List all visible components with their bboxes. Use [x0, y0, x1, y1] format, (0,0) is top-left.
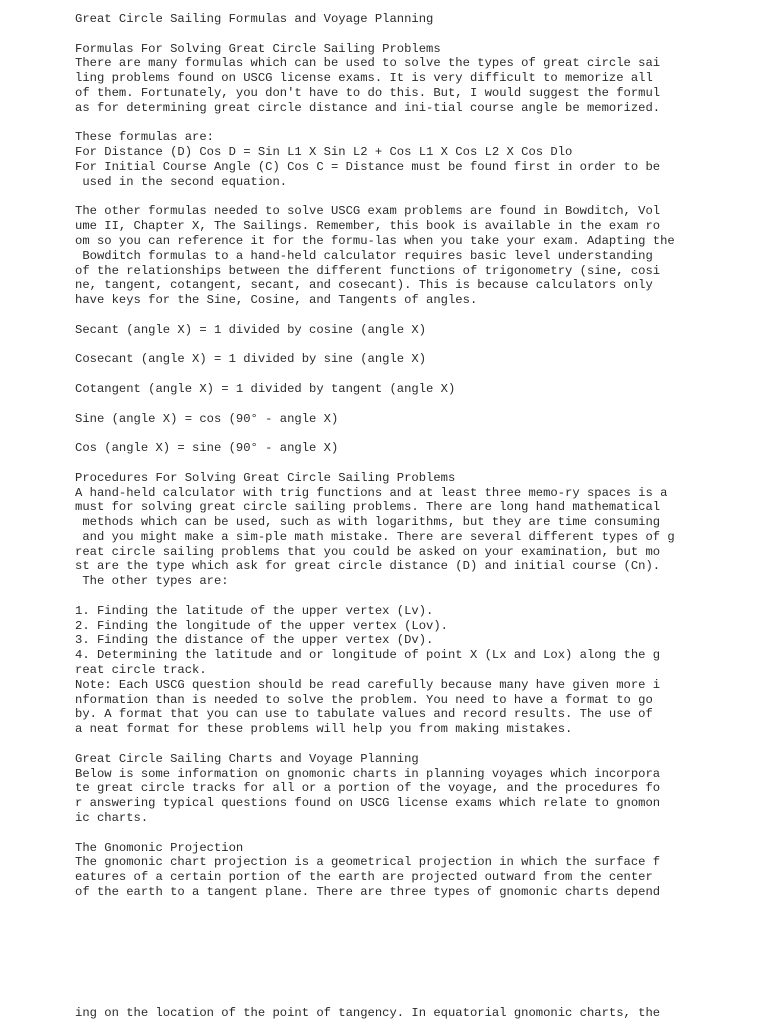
- page-tail-line: ing on the location of the point of tangency. In equatorial gnomonic charts, the: [75, 1006, 661, 1020]
- note-line: by. A format that you can use to tabulate values and record results. The use of: [75, 707, 653, 722]
- paragraph-line: ume II, Chapter X, The Sailings. Remember, this book is available in the exam ro: [75, 219, 661, 234]
- list-item: 3. Finding the distance of the upper vertex (Dv).: [75, 633, 434, 648]
- list-item: 4. Determining the latitude and or longitude of point X (Lx and Lox) along the g: [75, 648, 661, 663]
- paragraph-line: r answering typical questions found on USCG license exams which relate to gnomon: [75, 796, 661, 811]
- paragraph-line: used in the second equation.: [75, 174, 288, 189]
- paragraph-line: of them. Fortunately, you don't have to do this. But, I would suggest the formul: [75, 85, 661, 100]
- section-heading-procedures: Procedures For Solving Great Circle Sailing Problems: [75, 470, 456, 485]
- identity-sine: Sine (angle X) = cos (90° - angle X): [75, 411, 339, 426]
- identity-secant: Secant (angle X) = 1 divided by cosine (angle X): [75, 322, 427, 337]
- section-heading-formulas: Formulas For Solving Great Circle Sailing Problems: [75, 41, 441, 56]
- spacer: [75, 27, 755, 42]
- paragraph-line: ne, tangent, cotangent, secant, and cosecant). This is because calculators only: [75, 278, 653, 293]
- spacer: [75, 308, 755, 323]
- document-page: [75, 12, 755, 900]
- section-heading-gnomonic: The Gnomonic Projection: [75, 840, 244, 855]
- spacer: [75, 190, 755, 205]
- paragraph-line: The other formulas needed to solve USCG exam problems are found in Bowditch, Vol: [75, 204, 661, 219]
- identity-cotangent: Cotangent (angle X) = 1 divided by tangent (angle X): [75, 381, 456, 396]
- list-item: reat circle track.: [75, 663, 207, 678]
- paragraph-line: There are many formulas which can be used to solve the types of great circle sai: [75, 56, 661, 71]
- paragraph-line: The other types are:: [75, 574, 229, 589]
- paragraph-line: Bowditch formulas to a hand-held calculator requires basic level understanding: [75, 248, 653, 263]
- paragraph-line: of the earth to a tangent plane. There are three types of gnomonic charts depend: [75, 885, 661, 900]
- spacer: [75, 367, 755, 382]
- list-item: 1. Finding the latitude of the upper vertex (Lv).: [75, 603, 434, 618]
- spacer: [75, 589, 755, 604]
- paragraph-line: of the relationships between the different functions of trigonometry (sine, cosi: [75, 263, 661, 278]
- course-formula: For Initial Course Angle (C) Cos C = Distance must be found first in order to be: [75, 159, 661, 174]
- spacer: [75, 426, 755, 441]
- paragraph-line: eatures of a certain portion of the earth are projected outward from the center: [75, 870, 653, 885]
- identity-cosine: Cos (angle X) = sine (90° - angle X): [75, 441, 339, 456]
- paragraph-line: reat circle sailing problems that you could be asked on your examination, but mo: [75, 544, 661, 559]
- paragraph-line: te great circle tracks for all or a portion of the voyage, and the procedures fo: [75, 781, 661, 796]
- list-item: 2. Finding the longitude of the upper vertex (Lov).: [75, 618, 448, 633]
- paragraph-line: om so you can reference it for the formu-las when you take your exam. Adapting the: [75, 233, 675, 248]
- spacer: [75, 116, 755, 131]
- identity-cosecant: Cosecant (angle X) = 1 divided by sine (angle X): [75, 352, 427, 367]
- section-heading-charts: Great Circle Sailing Charts and Voyage Planning: [75, 751, 419, 766]
- spacer: [75, 826, 755, 841]
- paragraph-line: and you might make a sim-ple math mistake. There are several different types of g: [75, 529, 675, 544]
- document-title: Great Circle Sailing Formulas and Voyage Planning: [75, 12, 434, 26]
- paragraph-line: The gnomonic chart projection is a geometrical projection in which the surface f: [75, 855, 661, 870]
- paragraph-line: Below is some information on gnomonic charts in planning voyages which incorpora: [75, 766, 661, 781]
- note-line: Note: Each USCG question should be read carefully because many have given more i: [75, 677, 661, 692]
- note-line: nformation than is needed to solve the problem. You need to have a format to go: [75, 692, 653, 707]
- paragraph-line: ic charts.: [75, 811, 149, 826]
- spacer: [75, 397, 755, 412]
- distance-formula: For Distance (D) Cos D = Sin L1 X Sin L2 + Cos L1 X Cos L2 X Cos Dlo: [75, 145, 573, 160]
- paragraph-line: have keys for the Sine, Cosine, and Tangents of angles.: [75, 293, 478, 308]
- spacer: [75, 338, 755, 353]
- spacer: [75, 737, 755, 752]
- paragraph-line: A hand-held calculator with trig functions and at least three memo-ry spaces is a: [75, 485, 668, 500]
- paragraph-line: methods which can be used, such as with logarithms, but they are time consuming: [75, 515, 661, 530]
- paragraph-line: st are the type which ask for great circle distance (D) and initial course (Cn).: [75, 559, 661, 574]
- paragraph-line: ling problems found on USCG license exams. It is very difficult to memorize all: [75, 71, 653, 86]
- paragraph-line: must for solving great circle sailing problems. There are long hand mathematical: [75, 500, 661, 515]
- spacer: [75, 456, 755, 471]
- note-line: a neat format for these problems will help you from making mistakes.: [75, 722, 573, 737]
- paragraph-line: as for determining great circle distance and ini-tial course angle be memorized.: [75, 100, 661, 115]
- paragraph-line: These formulas are:: [75, 130, 214, 145]
